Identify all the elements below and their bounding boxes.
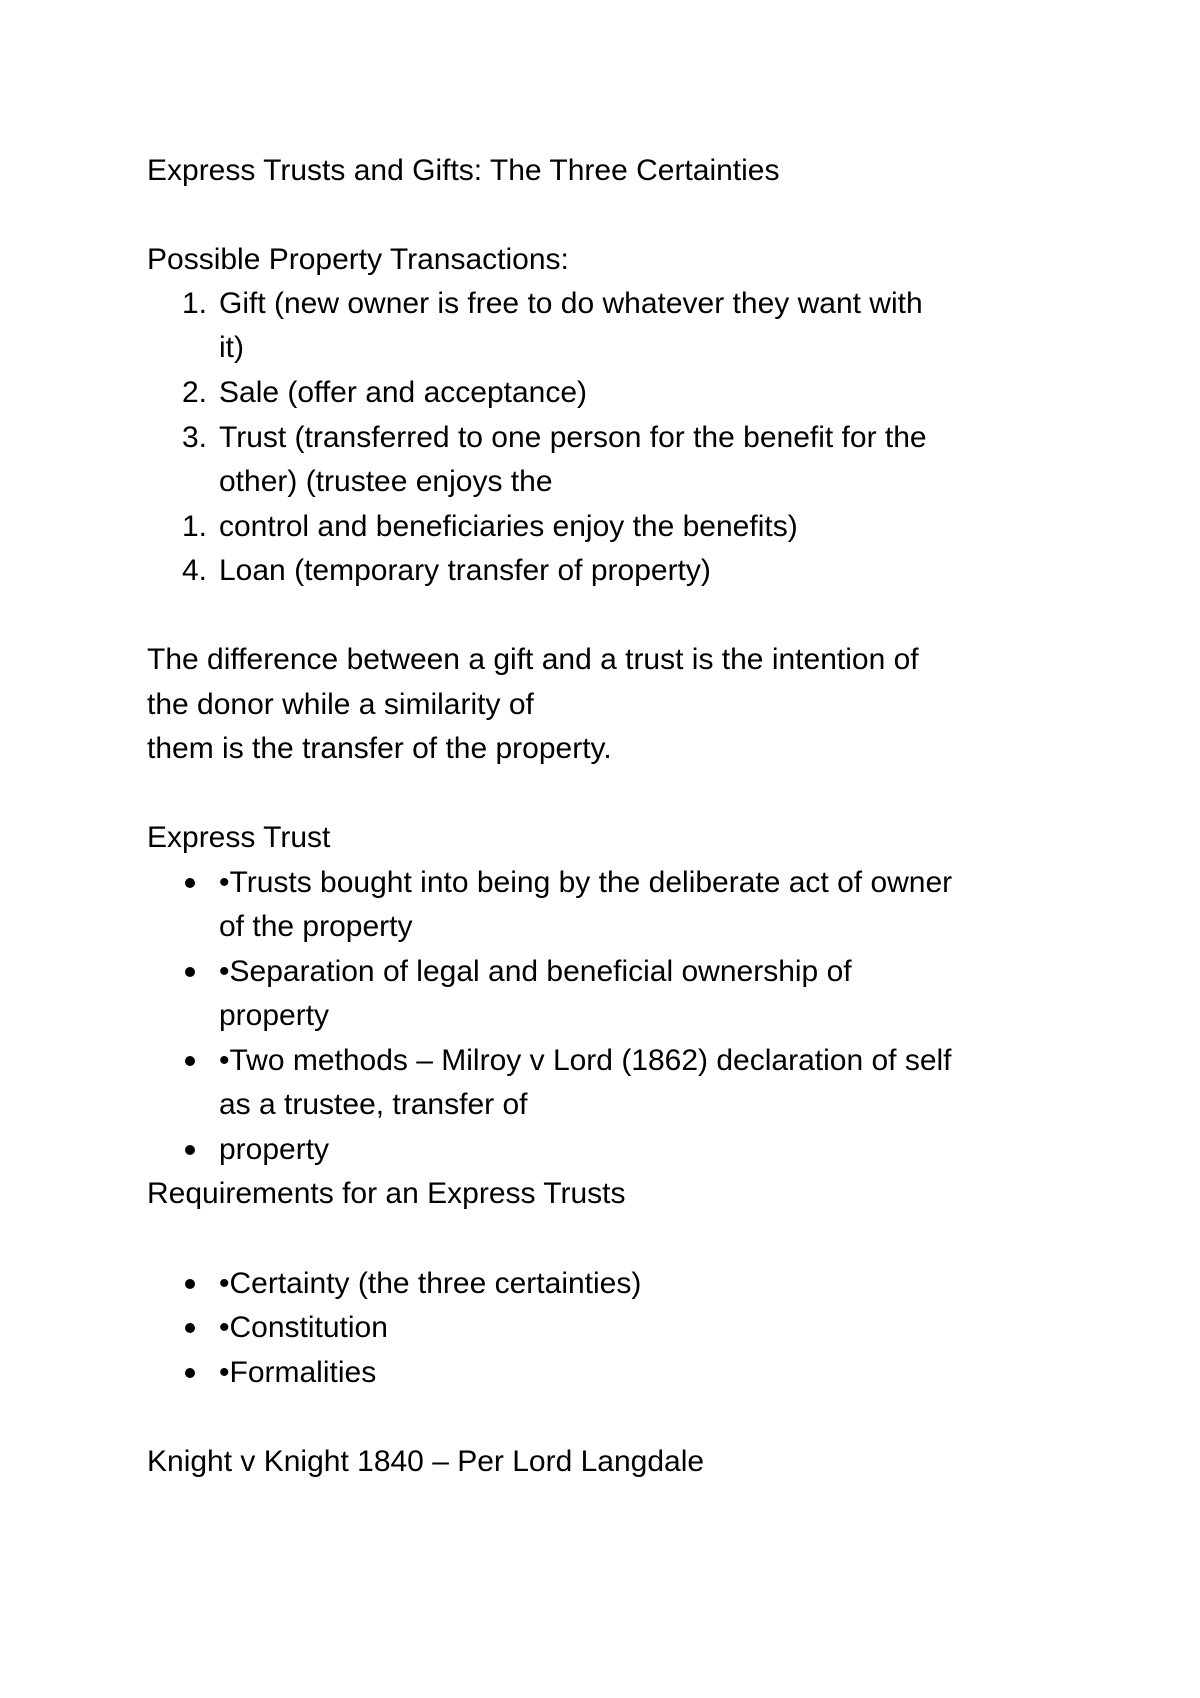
express-trust-heading: Express Trust (147, 821, 331, 854)
transactions-heading: Possible Property Transactions: (147, 243, 569, 276)
list-item-text: Trust (transferred to one person for the benefit for the (219, 421, 927, 454)
bullet-icon (185, 1279, 195, 1289)
list-item-text: •Trusts bought into being by the deliberate act of owner (219, 866, 953, 899)
bullet-icon (185, 967, 195, 977)
list-item-text: other) (trustee enjoys the (219, 465, 553, 498)
list-item-text: it) (219, 331, 244, 364)
document-title: Express Trusts and Gifts: The Three Certainties (147, 154, 780, 187)
paragraph-line: them is the transfer of the property. (147, 732, 612, 765)
list-item-text: property (219, 999, 330, 1032)
list-item-text: •Separation of legal and beneficial ownership of (219, 955, 852, 988)
bullet-icon (185, 1145, 195, 1155)
list-item-text: property (219, 1133, 330, 1166)
list-item-text: •Two methods – Milroy v Lord (1862) declaration of self (219, 1044, 952, 1077)
list-item-text: of the property (219, 910, 413, 943)
case-line: Knight v Knight 1840 – Per Lord Langdale (147, 1445, 705, 1478)
list-item-text: Sale (offer and acceptance) (219, 376, 588, 409)
bullet-icon (185, 1368, 195, 1378)
bullet-icon (185, 1323, 195, 1333)
list-item-number: 4. (182, 554, 208, 587)
list-item-text: •Formalities (219, 1356, 377, 1389)
requirements-heading: Requirements for an Express Trusts (147, 1177, 626, 1210)
list-item-text: •Constitution (219, 1311, 388, 1344)
list-item-text: as a trustee, transfer of (219, 1088, 528, 1121)
paragraph-line: The difference between a gift and a trust is the intention of (147, 643, 919, 676)
list-item-number: 2. (182, 376, 208, 409)
bullet-icon (185, 1056, 195, 1066)
bullet-icon (185, 878, 195, 888)
list-item-number: 1. (182, 287, 208, 320)
paragraph-line: the donor while a similarity of (147, 688, 534, 721)
list-item-number: 1. (182, 510, 208, 543)
list-item-text: •Certainty (the three certainties) (219, 1267, 642, 1300)
list-item-number: 3. (182, 421, 208, 454)
list-item-text: Gift (new owner is free to do whatever they want with (219, 287, 923, 320)
list-item-text: control and beneficiaries enjoy the benefits) (219, 510, 798, 543)
list-item-text: Loan (temporary transfer of property) (219, 554, 711, 587)
